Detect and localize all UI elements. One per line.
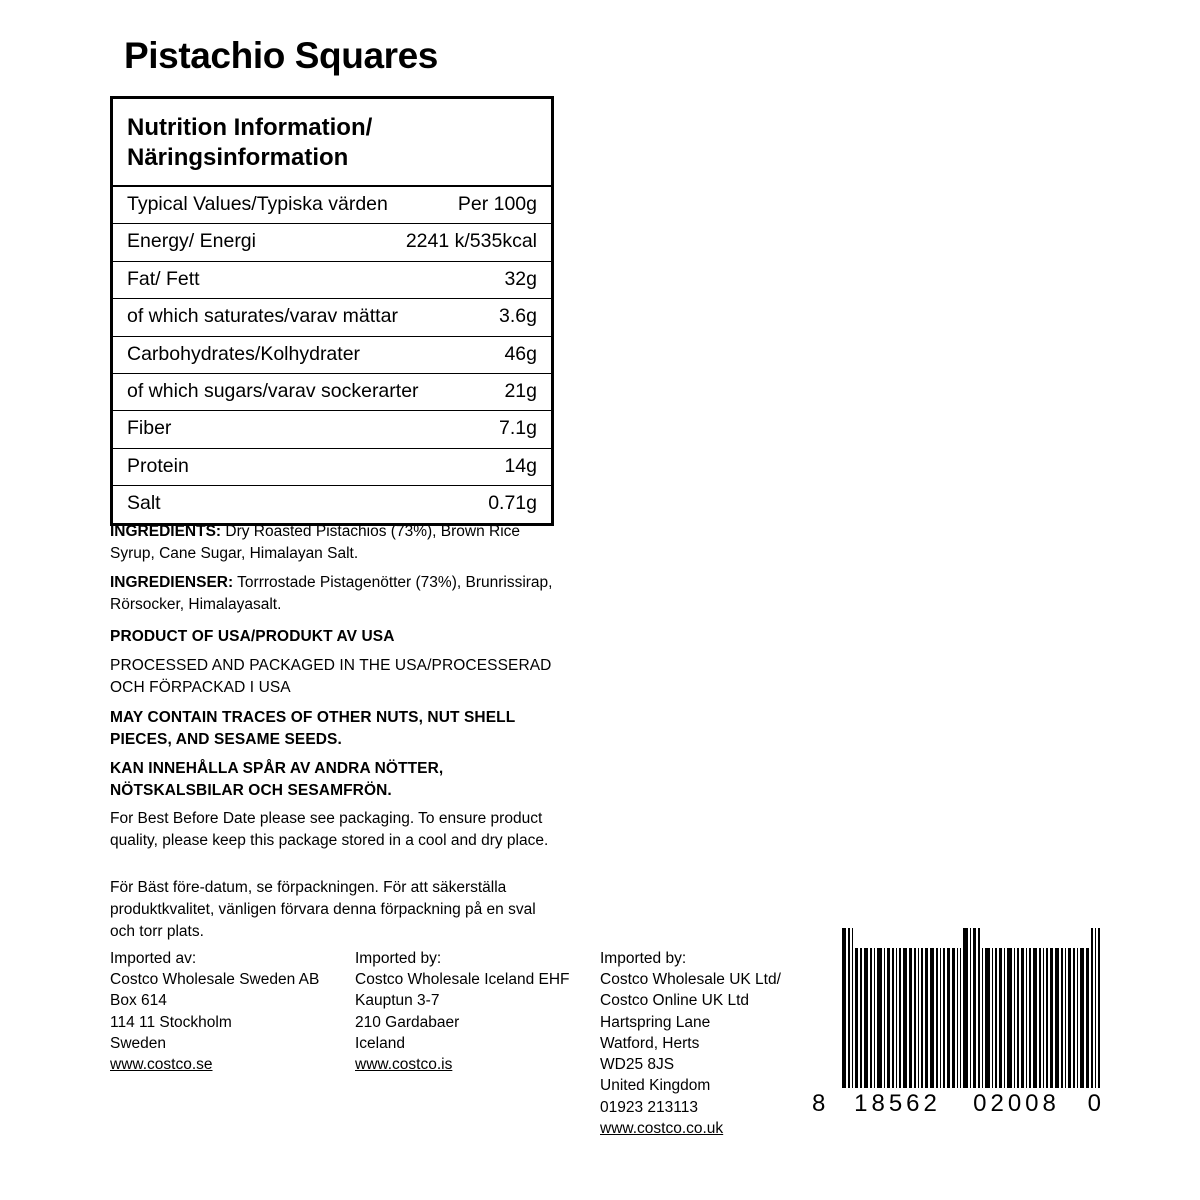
importer-website-link[interactable]: www.costco.is [355,1056,453,1074]
barcode-bar [1029,948,1030,1088]
barcode-bar [943,948,944,1088]
barcode-bar [930,948,934,1088]
table-row [113,411,551,448]
nutrition-row-label: Carbohydrates/Kolhydrater [127,342,361,365]
table-row [113,299,551,336]
nutrition-heading-line-2: Näringsinformation [127,144,349,171]
barcode-bar [1050,948,1053,1088]
importer-address-line: Costco Wholesale Sweden AB [110,971,320,989]
allergen-warning-english: MAY CONTAIN TRACES OF OTHER NUTS, NUT SHELL PIECES, AND SESAME SEEDS. [110,709,516,748]
ingredients-swedish-label: INGREDIENSER: [110,574,234,591]
nutrition-row-value: 21g [504,379,537,402]
barcode-digit-group-1: 18562 [854,1090,941,1117]
barcode-bar [999,948,1002,1088]
barcode-bar [957,948,958,1088]
barcode-bar [909,948,912,1088]
importer-address-line: Sweden [110,1034,167,1052]
importer-address-line: Watford, Herts [600,1034,700,1052]
barcode-bar [852,928,853,1088]
barcode-bar [855,948,858,1088]
barcode-bar [1077,948,1078,1088]
importer-address-line: WD25 8JS [600,1056,675,1074]
processed-packaged-statement: PROCESSED AND PACKAGED IN THE USA/PROCESSERAD OCH FÖRPACKAD I USA [110,657,552,696]
nutrition-row-value: 46g [504,342,537,365]
table-row [113,374,551,411]
barcode-bar [940,948,941,1088]
barcode-bar [1021,948,1024,1088]
barcode-bar [1061,948,1062,1088]
barcode-bar [1033,948,1037,1088]
barcode-bar [1017,948,1018,1088]
barcode-digit-group-2: 02008 [973,1090,1060,1117]
table-row [113,337,551,374]
nutrition-row-value: 3.6g [499,305,537,328]
barcode-bar [963,928,967,1088]
importer-address-line: Iceland [355,1034,405,1052]
barcode-bar [1026,948,1027,1088]
barcode-bar [960,948,961,1088]
importer-website-link[interactable]: www.costco.co.uk [600,1119,724,1137]
barcode-bar [848,928,849,1088]
barcode-bar [1098,928,1099,1088]
nutrition-row-label: Salt [127,492,161,515]
ingredients-english-text: Dry Roasted Pistachios (73%), Brown Rice Syrup, Cane Sugar, Himalayan Salt. [110,523,521,562]
importer-address-line: Hartspring Lane [600,1013,711,1031]
importer-heading: Imported by: [355,950,442,967]
barcode-bar [1086,948,1089,1088]
barcode-bar [1004,948,1005,1088]
barcode-bar [985,948,989,1088]
barcode-bar [864,948,868,1088]
barcode-digit-right: 0 [1087,1090,1102,1117]
barcode-bar [978,928,979,1088]
importer-address-line: 114 11 Stockholm [110,1013,232,1031]
barcode-bar [1014,948,1015,1088]
importer-iceland [355,948,600,1139]
barcode-bar [918,948,919,1088]
barcode-bar [877,948,881,1088]
barcode-digits [812,1090,1102,1118]
barcode-bar [887,948,890,1088]
page-title: Pistachio Squares [124,35,438,76]
importer-address-line: Costco Online UK Ltd [600,992,750,1010]
importer-address-line: United Kingdom [600,1077,711,1095]
importer-address-line: Costco Wholesale Iceland EHF [355,971,570,989]
barcode-bar [1080,948,1084,1088]
barcode-bar [921,948,922,1088]
nutrition-row-label: Fiber [127,417,172,440]
barcode-bar [842,928,846,1088]
importer-sweden [110,948,355,1139]
barcode-bar [884,948,885,1088]
barcode-bar [1039,948,1040,1088]
nutrition-row-label: Typical Values/Typiska värden [127,193,388,215]
nutrition-row-label: of which saturates/varav mättar [127,305,398,328]
barcode-bar [860,948,861,1088]
importer-details [110,948,810,1139]
barcode-bar [925,948,928,1088]
table-row [113,449,551,486]
importer-address-line: Kauptun 3-7 [355,992,440,1010]
barcode-bar [1073,948,1074,1088]
barcode-bar [995,948,996,1088]
importer-website-link[interactable]: www.costco.se [110,1056,213,1074]
nutrition-information-table [110,96,554,526]
ingredients-english [110,521,562,565]
importer-heading: Imported av: [110,950,197,967]
barcode-bar [896,948,897,1088]
importer-heading: Imported by: [600,950,687,967]
ingredients-english-label: INGREDIENTS: [110,523,222,540]
storage-instructions-swedish: För Bäst före-datum, se förpackningen. För att säkerställa produktkvalitet, vänligen förvara denna förpackning på en sval och torr plats. [110,879,536,940]
barcode-bar [914,948,915,1088]
barcode-bar [892,948,893,1088]
ingredients-swedish [110,572,562,616]
nutrition-row-value: 0.71g [488,492,537,515]
storage-instructions-english: For Best Before Date please see packaging. To ensure product quality, please keep this package stored in a cool and dry place. [110,810,549,849]
barcode-bar [947,948,950,1088]
barcode-digit-left: 8 [812,1090,827,1117]
importer-address-line: Box 614 [110,992,167,1010]
nutrition-row-label: Fat/ Fett [127,267,200,290]
importer-address-line: Costco Wholesale UK Ltd/ [600,971,781,989]
importer-phone: 01923 213113 [600,1098,698,1116]
barcode-bar [1095,928,1096,1088]
table-row [113,187,551,224]
barcode-bar [973,928,976,1088]
table-row [113,262,551,299]
barcode-bar [899,948,900,1088]
allergen-warning-swedish: KAN INNEHÅLLA SPÅR AV ANDRA NÖTTER, NÖTSKALSBILAR OCH SESAMFRÖN. [110,760,444,799]
nutrition-table-heading [113,99,551,187]
barcode-bar [936,948,937,1088]
barcode-bar [870,948,871,1088]
ingredients-swedish-text: Torrrostade Pistagenötter (73%), Brunrissirap, Rörsocker, Himalayasalt. [110,574,553,613]
barcode-bar [1055,948,1059,1088]
nutrition-row-value: Per 100g [457,193,537,215]
importer-address-line: 210 Gardabaer [355,1013,460,1031]
barcode-bar [1043,948,1044,1088]
nutrition-row-label: Protein [127,454,189,477]
barcode-bar [952,948,955,1088]
nutrition-row-value: 32g [504,267,537,290]
table-row [113,224,551,261]
barcode-bar [982,948,983,1088]
barcode-bar [992,948,993,1088]
barcode-bar [1091,928,1092,1088]
barcode [812,928,1102,1118]
barcode-bar [1068,948,1071,1088]
barcode-bars [842,928,1102,1088]
nutrition-row-label: of which sugars/varav sockerarter [127,379,419,402]
barcode-bar [1046,948,1047,1088]
nutrition-row-value: 7.1g [499,417,537,440]
nutrition-row-label: Energy/ Energi [127,230,256,253]
barcode-bar [1007,948,1011,1088]
product-of-statement: PRODUCT OF USA/PRODUKT AV USA [110,628,395,645]
nutrition-row-value: 2241 k/535kcal [405,230,537,253]
table-row [113,486,551,522]
barcode-bar [874,948,875,1088]
barcode-bar [970,928,971,1088]
nutrition-heading-line-1: Nutrition Information/ [127,114,373,141]
barcode-bar [1065,948,1066,1088]
barcode-bar [903,948,907,1088]
importer-uk [600,948,810,1139]
nutrition-row-value: 14g [504,454,537,477]
